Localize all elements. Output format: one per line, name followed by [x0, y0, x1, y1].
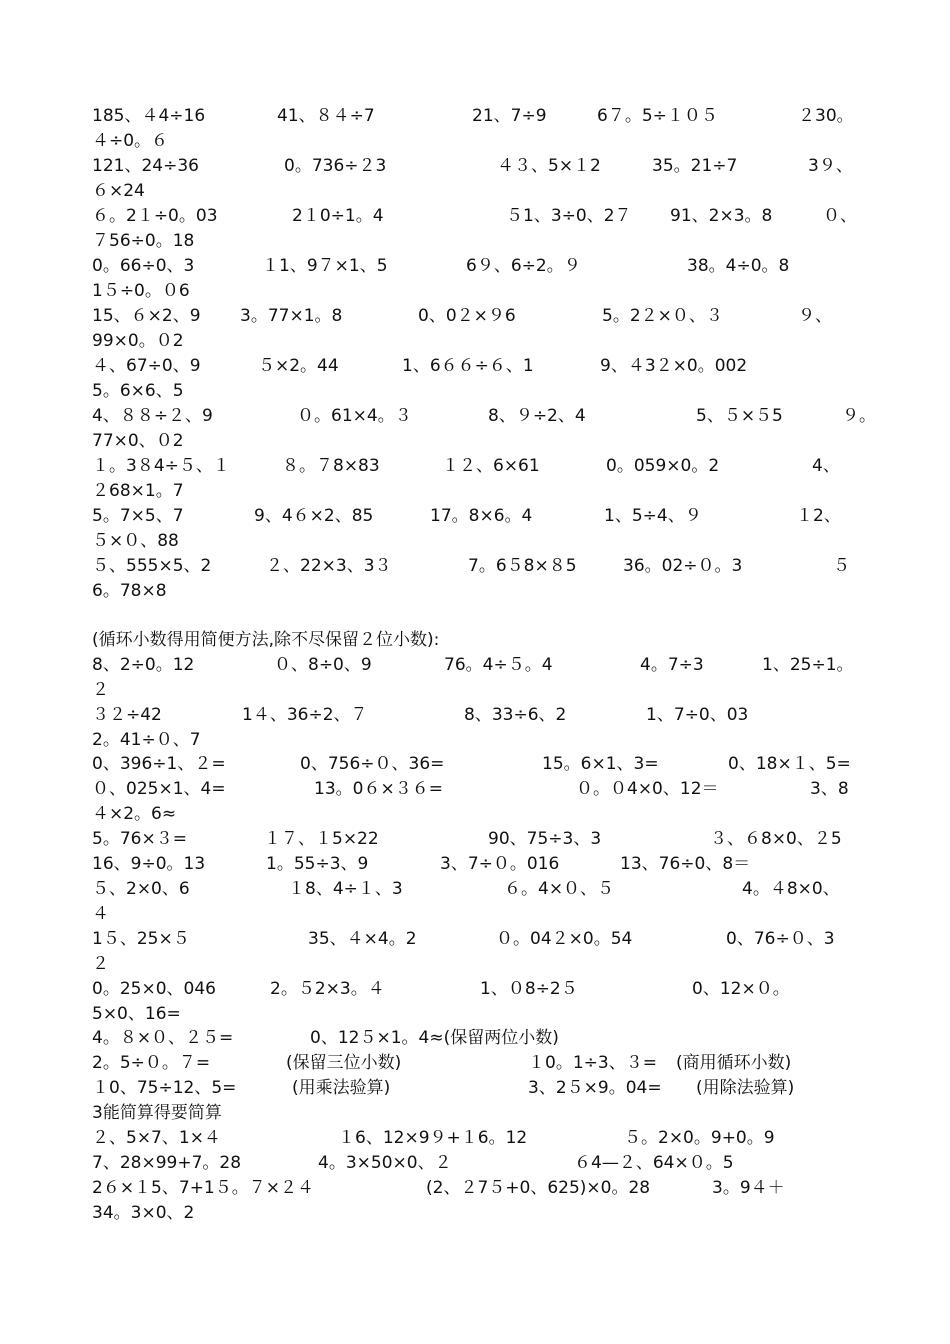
math-problem: 9、４3２×0。002: [600, 356, 748, 376]
math-problem: 1５÷0。０6: [92, 281, 190, 301]
math-problem: ０、: [823, 206, 857, 226]
math-problem: 6。78×8: [92, 581, 167, 601]
math-problem: ０。04２×0。54: [496, 929, 633, 949]
math-problem: (用乘法验算): [292, 1078, 391, 1098]
math-problem: 185、４4÷16: [92, 106, 206, 126]
math-problem: 77×0、０2: [92, 431, 184, 451]
math-problem: ２68×1。7: [92, 481, 184, 501]
math-problem: 1、6６６÷６、1: [402, 356, 534, 376]
math-problem: 15、６×2、9: [92, 306, 201, 326]
math-problem: 3、2５×9。04=: [528, 1078, 662, 1098]
math-problem: (保留三位小数): [286, 1053, 402, 1073]
math-problem: 91、2×3。8: [670, 206, 773, 226]
math-problem: 1、7÷0、03: [646, 705, 749, 725]
math-problem: (循环小数得用简便方法,除不尽保留２位小数):: [92, 630, 440, 650]
math-problem: 0、76÷０、3: [726, 929, 835, 949]
math-problem: １6、12×9９+１6。12: [338, 1128, 528, 1148]
math-problem: ２30。: [798, 106, 854, 126]
math-problem: 16、9÷0。13: [92, 854, 206, 874]
math-problem: 17。8×6。4: [430, 506, 533, 526]
math-problem: 0。059×0。2: [606, 456, 720, 476]
math-problem: １2、: [796, 506, 841, 526]
math-problem: ３２÷42: [92, 705, 162, 725]
math-problem: ０。61×4。３: [297, 406, 412, 426]
math-problem: 2６×１5、7+1５。７×２４: [92, 1178, 314, 1198]
math-problem: (2、２7５+0、625)×0。28: [426, 1178, 651, 1198]
math-problem: ５。2×0。9+0。9: [624, 1128, 775, 1148]
math-problem: 3、8: [810, 779, 849, 799]
math-problem: ５、555×5、2: [92, 556, 212, 576]
math-problem: 0。736÷２3: [284, 156, 387, 176]
math-problem: 2。41÷０、7: [92, 730, 201, 750]
math-problem: 4。3×50×0、２: [318, 1153, 452, 1173]
math-problem: 1、25÷1。: [762, 655, 854, 675]
math-problem: １8、4÷１、3: [288, 879, 403, 899]
math-problem: 3９、: [808, 156, 853, 176]
math-problem: 15。6×1、3=: [542, 754, 659, 774]
math-problem: ５×０、88: [92, 531, 179, 551]
math-problem: 4、８８÷２、9: [92, 406, 213, 426]
math-problem: ６4—２、64×０。5: [574, 1153, 734, 1173]
math-problem: ０、025×1、4=: [92, 779, 226, 799]
math-problem: 90、75÷3、3: [488, 829, 602, 849]
math-problem: 3能简算得要简算: [92, 1103, 222, 1123]
math-problem: ９、: [798, 306, 832, 326]
math-problem: (商用循环小数): [676, 1053, 792, 1073]
math-problem: ２、5×7、1×４: [92, 1128, 221, 1148]
math-problem: 4。7÷3: [640, 655, 704, 675]
math-problem: 38。4÷0。8: [687, 256, 790, 276]
math-problem: 35。21÷7: [652, 156, 738, 176]
math-problem: ４、67÷0、9: [92, 356, 201, 376]
math-problem: １1、9７×1、5: [262, 256, 388, 276]
math-problem: ０。０4×0、12＝: [576, 779, 719, 799]
math-problem: 0、12×０。: [692, 979, 790, 999]
math-problem: 13、76÷0、8＝: [620, 854, 751, 874]
math-problem: ４÷0。６: [92, 131, 169, 151]
math-problem: ２: [92, 680, 109, 700]
math-problem: 8、2÷0。12: [92, 655, 195, 675]
math-problem: 1、０8÷2５: [480, 979, 578, 999]
math-problem: 5。6×6、5: [92, 381, 184, 401]
math-problem: 4、: [812, 456, 840, 476]
math-problem: 76。4÷５。4: [444, 655, 553, 675]
math-problem: 5。2２×０、３: [602, 306, 723, 326]
math-problem: ９。: [842, 406, 876, 426]
math-problem: ４×2。6≈: [92, 804, 177, 824]
math-problem: 1、5÷4、９: [604, 506, 702, 526]
math-problem: 21、7÷9: [472, 106, 547, 126]
math-problem: 0、12５×1。4≈(保留两位小数): [310, 1028, 559, 1048]
math-problem: 1。55÷3、9: [266, 854, 369, 874]
math-problem: ０、8÷0、9: [274, 655, 372, 675]
math-problem: ５×2。44: [258, 356, 339, 376]
math-problem: 5。76×３=: [92, 829, 187, 849]
math-problem: １0。1÷3、３=: [528, 1053, 657, 1073]
math-problem: 0。66÷0、3: [92, 256, 195, 276]
math-problem: 8、９÷2、4: [488, 406, 586, 426]
math-problem: ５、2×0、6: [92, 879, 190, 899]
math-problem: 36。02÷０。3: [623, 556, 743, 576]
math-problem: 35、４×4。2: [308, 929, 417, 949]
math-problem: ４３、5×１2: [497, 156, 601, 176]
math-problem: 3。9４＋: [712, 1178, 785, 1198]
math-problem: 9、4６×2、85: [254, 506, 374, 526]
math-problem: 0。25×0、046: [92, 979, 216, 999]
math-problem: 41、８４÷7: [277, 106, 375, 126]
math-problem: 0、396÷1、２=: [92, 754, 226, 774]
math-problem: １0、75÷12、5=: [92, 1078, 237, 1098]
math-problem: 5×0、16=: [92, 1004, 181, 1024]
math-problem: 7。6５8×８5: [468, 556, 577, 576]
math-problem: ２: [92, 954, 109, 974]
math-problem: 2。5÷０。７=: [92, 1053, 211, 1073]
math-problem: ５: [833, 556, 850, 576]
math-problem: ２、22×3、3３: [266, 556, 392, 576]
math-problem: １２、6×61: [442, 456, 540, 476]
math-problem: ５1、3÷0、2７: [506, 206, 632, 226]
math-problem: ３、６8×0、２5: [710, 829, 842, 849]
math-problem: 2１0÷1。4: [292, 206, 384, 226]
math-problem: ６×24: [92, 181, 145, 201]
math-problem: 34。3×0、2: [92, 1203, 195, 1223]
math-problem: 99×0。０2: [92, 331, 184, 351]
math-problem: 4。８×０、２５=: [92, 1028, 234, 1048]
math-problem: １。3８4÷５、１: [92, 456, 230, 476]
math-problem: 7、28×99+7。28: [92, 1153, 242, 1173]
math-problem: 0、756÷０、36=: [300, 754, 445, 774]
math-problem: 5。7×5、7: [92, 506, 184, 526]
math-problem: 1５、25×５: [92, 929, 190, 949]
math-problem: ７56÷0。18: [92, 231, 195, 251]
math-problem: 1４、36÷2、７: [242, 705, 368, 725]
math-problem: 121、24÷36: [92, 156, 199, 176]
math-problem: 3、7÷０。016: [440, 854, 560, 874]
math-problem: ６。4×０、５: [504, 879, 615, 899]
math-problem: (用除法验算): [696, 1078, 795, 1098]
math-problem: 0、0２×９6: [418, 306, 516, 326]
math-problem: 6７。5÷１０５: [597, 106, 718, 126]
math-problem: 0、18×１、5=: [728, 754, 851, 774]
math-problem: 8、33÷6、2: [464, 705, 567, 725]
math-problem: ４: [92, 904, 109, 924]
math-problem: 3。77×1。8: [240, 306, 343, 326]
math-problem: ８。７8×83: [282, 456, 380, 476]
math-problem: 6９、6÷2。９: [466, 256, 581, 276]
math-problem: １７、１5×22: [264, 829, 379, 849]
math-problem: 2。５2×3。４: [270, 979, 385, 999]
math-problem: 4。４8×0、: [742, 879, 840, 899]
math-problem: 13。0６×３６=: [314, 779, 443, 799]
math-problem: 5、５×５5: [696, 406, 783, 426]
math-problem: ６。2１÷0。03: [92, 206, 218, 226]
